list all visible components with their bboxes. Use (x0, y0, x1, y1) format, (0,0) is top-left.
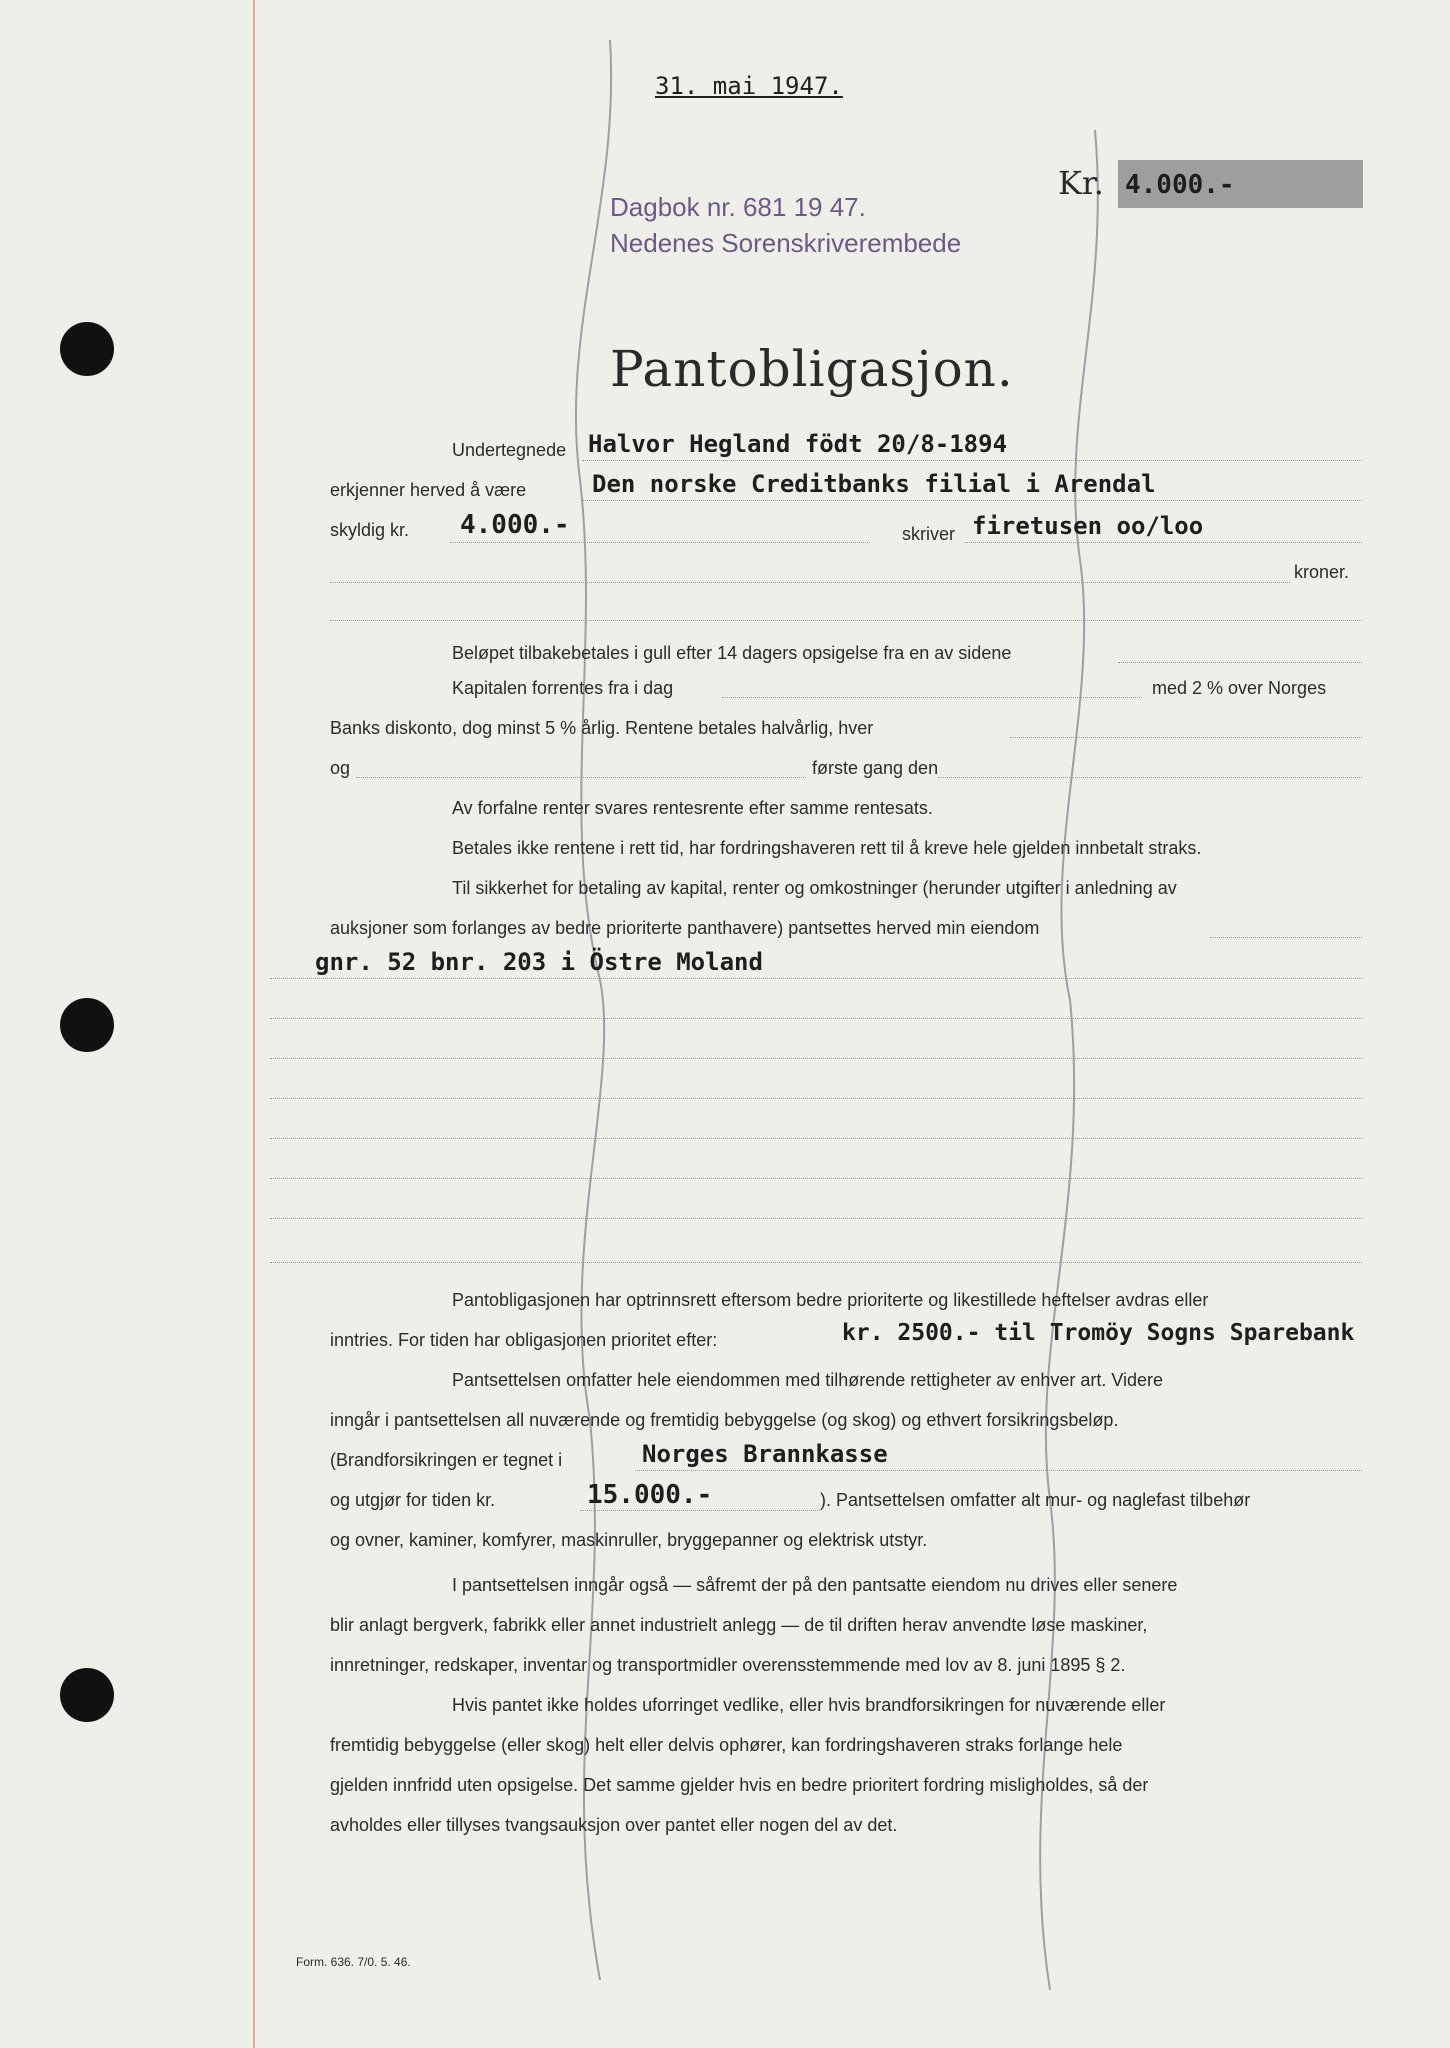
insurance-label: (Brandforsikringen er tegnet i (330, 1450, 563, 1470)
margin-line (253, 0, 255, 2048)
skyldig-value: 4.000.- (460, 510, 570, 540)
punch-hole (60, 322, 114, 376)
first-time-label: første gang den (812, 758, 939, 778)
interest-rate-text: med 2 % over Norges (1152, 678, 1327, 698)
skyldig-label: skyldig kr. (330, 520, 410, 540)
skriver-value: firetusen oo/loo (972, 512, 1204, 540)
office-stamp: Nedenes Sorenskriverembede (610, 228, 962, 258)
dagbok-stamp: Dagbok nr. 681 19 47. (610, 192, 866, 222)
compound-interest-text: Av forfalne renter svares rentesrente efter samme rentesats. (452, 798, 933, 818)
interest-label: Kapitalen forrentes fra i dag (452, 678, 674, 698)
insurance-value: Norges Brannkasse (642, 1440, 888, 1468)
priority-text-2: inntries. For tiden har obligasjonen prioritet efter: (330, 1330, 718, 1350)
fixtures-text: ). Pantsettelsen omfatter alt mur- og naglefast tilbehør (820, 1490, 1251, 1510)
industry-text-3: innretninger, redskaper, inventar og transportmidler overensstemmende med lov av 8. juni 1895 § 2. (330, 1655, 1126, 1675)
maintenance-text-4: avholdes eller tillyses tvangsauksjon over pantet eller nogen del av det. (330, 1815, 898, 1835)
industry-text-2: blir anlagt bergverk, fabrikk eller annet industrielt anlegg — de til driften herav anvendte løse maskiner, (330, 1615, 1148, 1635)
maintenance-text-3: gjelden innfridd uten opsigelse. Det samme gjelder hvis en bedre prioritert fordring misligholdes, så der (330, 1775, 1149, 1795)
default-text: Betales ikke rentene i rett tid, har fordringshaveren rett til å kreve hele gjelden innbetalt straks. (452, 838, 1202, 858)
priority-value: kr. 2500.- til Tromöy Sogns Sparebank (842, 1320, 1355, 1346)
og-label: og (330, 758, 351, 778)
document-title: Pantobligasjon. (610, 340, 1014, 398)
punch-hole (60, 998, 114, 1052)
punch-hole (60, 1668, 114, 1722)
amount-label: og utgjør for tiden kr. (330, 1490, 496, 1510)
form-number: Form. 636. 7/0. 5. 46. (296, 1955, 411, 1969)
scope-text-2: inngår i pantsettelsen all nuværende og fremtidig bebyggelse (og skog) og ethvert forsikringsbeløp. (330, 1410, 1119, 1430)
discount-text: Banks diskonto, dog minst 5 % årlig. Rentene betales halvårlig, hver (330, 718, 874, 738)
property-value: gnr. 52 bnr. 203 i Östre Moland (315, 948, 763, 976)
priority-text-1: Pantobligasjonen har optrinnsrett eftersom bedre prioriterte og likestillede heftelser avdras eller (452, 1290, 1209, 1310)
document-date: 31. mai 1947. (655, 72, 843, 100)
kr-label: Kr. (1058, 164, 1104, 202)
kroner-label: kroner. (1294, 562, 1350, 582)
undertegnede-label: Undertegnede (452, 440, 567, 460)
undertegnede-value: Halvor Hegland födt 20/8-1894 (588, 430, 1008, 458)
repayment-line-1: Beløpet tilbakebetales i gull efter 14 dagers opsigelse fra en av sidene (452, 643, 1012, 663)
erkjenner-value: Den norske Creditbanks filial i Arendal (592, 470, 1156, 498)
security-text-1: Til sikkerhet for betaling av kapital, renter og omkostninger (herunder utgifter i anledning av (452, 878, 1177, 898)
maintenance-text-2: fremtidig bebyggelse (eller skog) helt eller delvis ophører, kan fordringshaveren straks forlange hele (330, 1735, 1123, 1755)
equipment-text: og ovner, kaminer, komfyrer, maskinruller, bryggepanner og elektrisk utstyr. (330, 1530, 928, 1550)
insurance-amount: 15.000.- (587, 1480, 713, 1510)
skriver-label: skriver (902, 524, 955, 544)
scope-text-1: Pantsettelsen omfatter hele eiendommen med tilhørende rettigheter av enhver art. Videre (452, 1370, 1164, 1390)
kr-amount: 4.000.- (1125, 170, 1235, 200)
maintenance-text-1: Hvis pantet ikke holdes uforringet vedlike, eller hvis brandforsikringen for nuværende eller (452, 1695, 1166, 1715)
security-text-2: auksjoner som forlanges av bedre prioriterte panthavere) pantsettes herved min eiendom (330, 918, 1040, 938)
industry-text-1: I pantsettelsen inngår også — såfremt der på den pantsatte eiendom nu drives eller senere (452, 1575, 1178, 1595)
erkjenner-label: erkjenner herved å være (330, 480, 527, 500)
